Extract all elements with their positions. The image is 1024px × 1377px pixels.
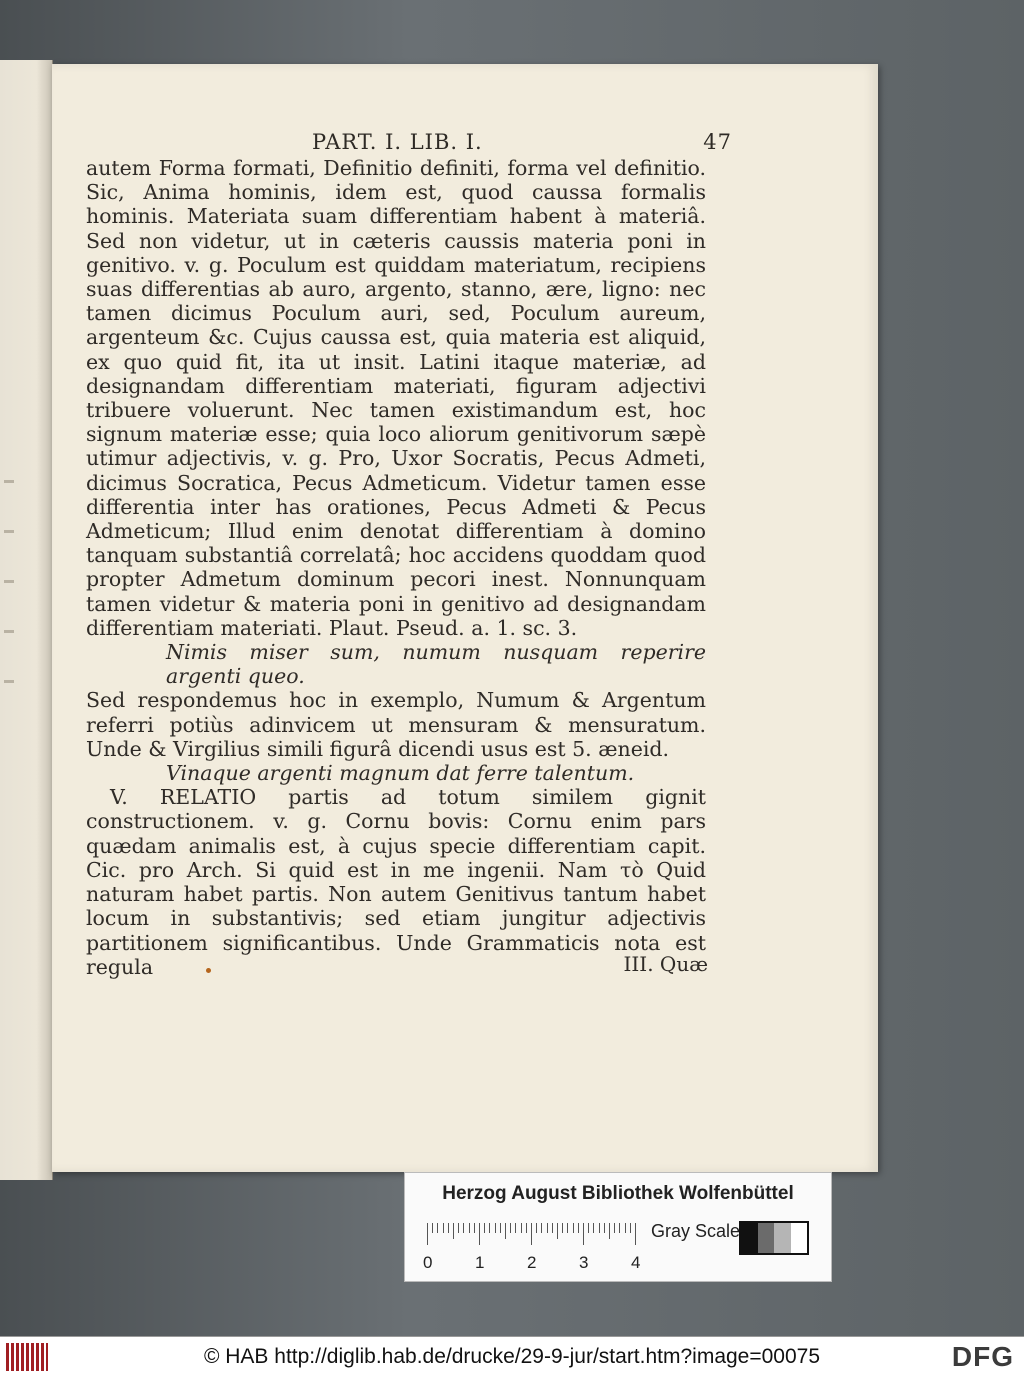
running-head-title: PART. I. LIB. I. [312, 130, 483, 154]
ruler-tick [469, 1223, 470, 1233]
viewer-footer [0, 1336, 1024, 1377]
ruler-tick [619, 1223, 620, 1233]
ruler-tick [562, 1223, 563, 1233]
verse-quote: Vinaque argenti magnum dat ferre talentum. [166, 761, 635, 786]
edge-mark [4, 530, 14, 533]
ruler-number: 3 [579, 1253, 589, 1272]
edge-mark [4, 480, 14, 483]
ruler-tick [625, 1223, 626, 1233]
ruler-tick [588, 1223, 589, 1233]
gray-scale-swatches [739, 1221, 809, 1255]
edge-mark [4, 580, 14, 583]
ruler-tick [547, 1223, 548, 1233]
ruler-tick [448, 1223, 449, 1233]
book-page [52, 64, 878, 1172]
swatch-black [741, 1223, 758, 1253]
ruler-tick [541, 1223, 542, 1233]
ruler-tick [453, 1223, 454, 1239]
running-head [312, 130, 732, 154]
ruler-tick [432, 1223, 433, 1233]
library-name: Herzog August Bibliothek Wolfenbüttel [442, 1183, 794, 1204]
previous-page-edge [0, 60, 53, 1180]
ruler-number: 1 [475, 1253, 485, 1272]
page-body [86, 156, 706, 979]
ruler-tick [474, 1223, 475, 1233]
ruler-number: 0 [423, 1253, 433, 1272]
ruler-tick [458, 1223, 459, 1233]
edge-mark [4, 680, 14, 683]
source-credit-link[interactable]: © HAB http://diglib.hab.de/drucke/29-9-jur/start.htm?image=00075 [203, 1345, 821, 1368]
ruler-tick [604, 1223, 605, 1233]
ruler-tick [593, 1223, 594, 1233]
ruler-tick [567, 1223, 568, 1233]
ruler-tick [531, 1223, 532, 1245]
ruler-tick [479, 1223, 480, 1245]
ruler-tick [635, 1223, 636, 1245]
ruler-tick [443, 1223, 444, 1233]
ruler-tick [614, 1223, 615, 1233]
ruler-tick [505, 1223, 506, 1239]
ruler-tick [427, 1223, 428, 1245]
gray-scale-label: Gray Scale [651, 1221, 741, 1241]
ruler-tick [463, 1223, 464, 1233]
ruler-tick [521, 1223, 522, 1233]
ruler-tick [536, 1223, 537, 1233]
catchword: III. Quæ [623, 952, 708, 976]
verse-quote: Nimis miser sum, numum nusquam reperire argenti queo. [166, 640, 706, 689]
ruler-tick [583, 1223, 584, 1245]
swatch-dark-gray [758, 1223, 775, 1253]
swatch-white [791, 1223, 808, 1253]
ruler-number: 4 [631, 1253, 641, 1272]
ruler-tick [495, 1223, 496, 1233]
ruler-tick [515, 1223, 516, 1233]
ruler-tick [437, 1223, 438, 1233]
ruler-tick [599, 1223, 600, 1233]
ruler-tick [526, 1223, 527, 1233]
ruler-tick [489, 1223, 490, 1233]
ruler-tick [484, 1223, 485, 1233]
paper-speck [206, 968, 211, 973]
ruler-tick [578, 1223, 579, 1233]
ruler-tick [552, 1223, 553, 1233]
ruler-tick [557, 1223, 558, 1239]
paragraph: autem Forma formati, Definitio definiti, forma vel definitio. Sic, Anima hominis, idem est, quod caussa formalis hominis. Materiata suam differentiam habent à materiâ. Sed non videtur, ut in cæteris caussis materia poni in genitivo. v. g. Poculum est quiddam materiatum, recipiens suas differentias ab auro, argento, stanno, ære, ligno: nec tamen dicimus Poculum auri, sed, Poculum aureum, argenteum &c. Cujus caussa est, quia materia est aliquid, ex quo quid fit, ita ut insit. Latini itaque materiæ, ad designandam differentiam materiati, figuram adjectivi tribuere voluerunt. Nec tamen existimandum est, hoc signum materiæ esse; quia loco aliorum genitivorum sæpè utimur adjectivis, v. g. Pro, Uxor Socratis, Pecus Admeti, dicimus Socratica, Pecus Admeticum. Videtur tamen esse differentia inter has orationes, Pecus Admeti & Pecus Admeticum; Illud enim denotat differentiam à domino tanquam substantiâ correlatâ; hoc accidens quoddam quod propter Admetum dominum pecori inest. Nonnunquam tamen videtur & materia poni in genitivo ad designandam differentiam materiati. Plaut. Pseud. a. 1. sc. 3. [86, 156, 706, 640]
ruler-tick [630, 1223, 631, 1233]
edge-mark [4, 630, 14, 633]
dfg-logo[interactable]: DFG [951, 1341, 1014, 1372]
ruler-tick [573, 1223, 574, 1233]
scale-ruler [427, 1223, 637, 1245]
ruler-tick [609, 1223, 610, 1239]
paragraph: V. RELATIO partis ad totum similem gignit constructionem. v. g. Cornu bovis: Cornu enim pars quædam animalis est, à cujus specie differentiam capit. Cic. pro Arch. Si quid est in me ingenii. Nam τὸ Quid naturam habet partis. Non autem Genitivus tantum habet locum in substantivis; sed etiam jungitur adjectivis partitionem significantibus. Unde Grammaticis nota est regula [86, 785, 706, 979]
paragraph: Sed respondemus hoc in exemplo, Numum & Argentum referri potiùs adinvicem ut mensuram & mensuratum. Unde & Virgilius simili figurâ dicendi usus est 5. æneid. [86, 688, 706, 761]
ruler-number: 2 [527, 1253, 537, 1272]
swatch-light-gray [774, 1223, 791, 1253]
ruler-tick [500, 1223, 501, 1233]
color-calibration-bar [404, 1172, 832, 1282]
ruler-tick [510, 1223, 511, 1233]
page-number: 47 [703, 130, 732, 154]
